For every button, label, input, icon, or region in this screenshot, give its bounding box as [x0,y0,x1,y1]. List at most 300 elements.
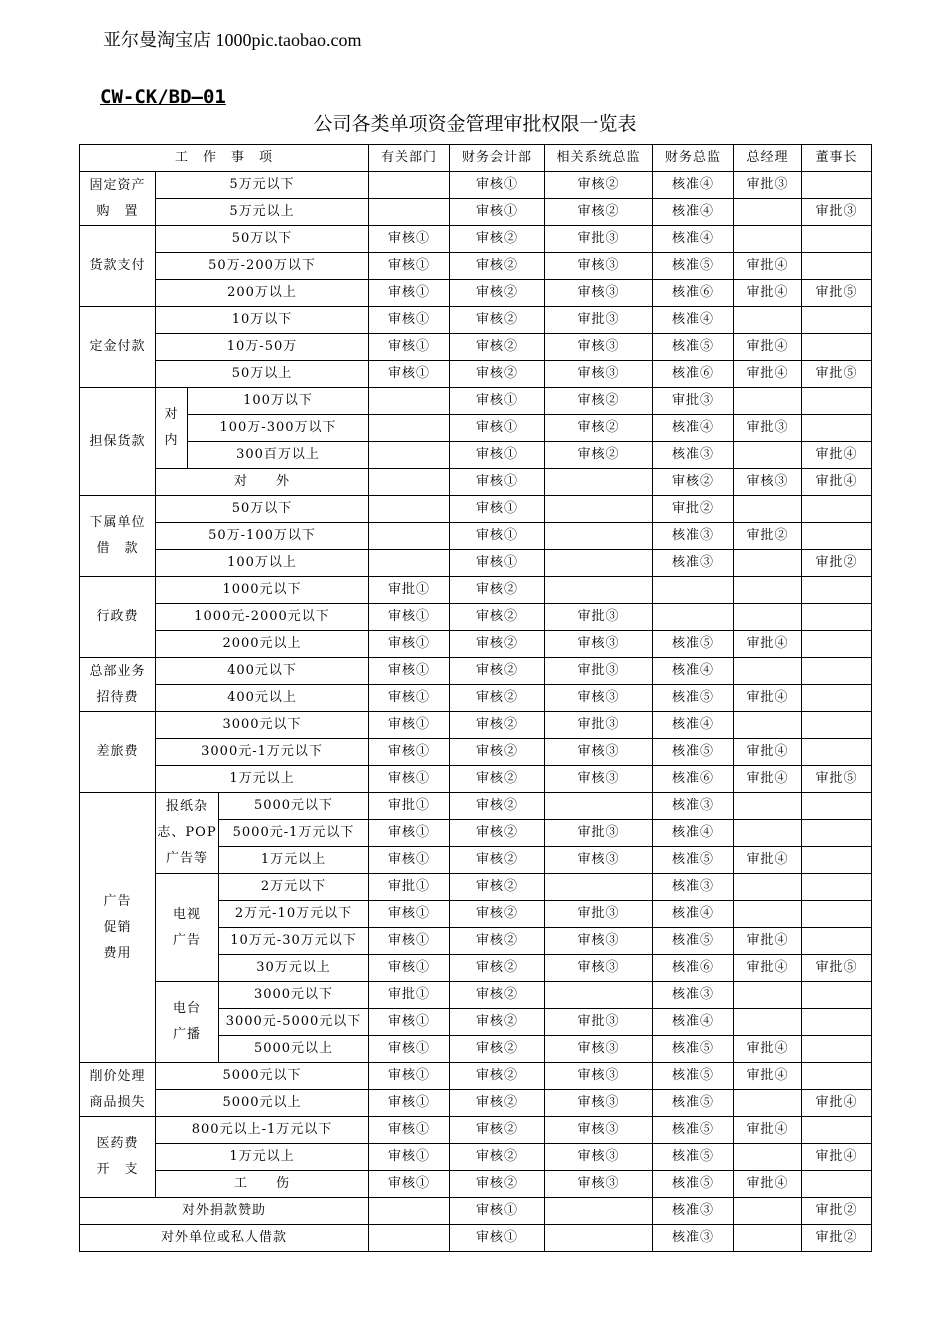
cell-gm: 审批④ [734,334,802,361]
cell-chairman [802,1117,872,1144]
table-row [80,469,872,496]
cell-finance-acct: 审核① [450,1198,545,1225]
table-row [80,550,872,577]
cell-chairman [802,847,872,874]
cell-sys-director: 审核③ [545,1144,653,1171]
cell-gm [734,1198,802,1225]
cell-finance-acct: 审核② [450,847,545,874]
cell-sys-director [545,1225,653,1252]
cell-finance-director: 核准④ [653,415,734,442]
table-row [80,712,872,739]
col-header-gm: 总经理 [734,145,802,172]
item-cell: 1000元以下 [156,577,369,604]
cell-finance-director: 核准⑥ [653,766,734,793]
cell-finance-acct: 审核② [450,307,545,334]
table-row [80,199,872,226]
cell-finance-director: 核准③ [653,1198,734,1225]
cell-dept: 审核① [369,1063,450,1090]
cell-chairman [802,226,872,253]
item-cell: 10万元-30万元以下 [219,928,369,955]
cell-finance-director [653,577,734,604]
cell-finance-director: 审批② [653,496,734,523]
cell-gm [734,820,802,847]
cell-dept: 审批① [369,793,450,820]
item-cell: 对外单位或私人借款 [80,1225,369,1252]
cell-finance-director: 核准④ [653,1009,734,1036]
cell-sys-director: 审核③ [545,1063,653,1090]
item-cell: 800元以上-1万元以下 [156,1117,369,1144]
cell-chairman [802,631,872,658]
col-header-chairman: 董事长 [802,145,872,172]
cell-sys-director [545,469,653,496]
cell-gm [734,307,802,334]
cell-sys-director: 审核③ [545,685,653,712]
cell-sys-director [545,793,653,820]
cell-gm [734,550,802,577]
cell-dept: 审批① [369,874,450,901]
cell-chairman [802,685,872,712]
item-cell: 1万元以上 [219,847,369,874]
item-cell: 100万以上 [156,550,369,577]
category-advertising [80,793,156,1063]
table-row [80,1117,872,1144]
cell-dept: 审核① [369,739,450,766]
cell-dept: 审核① [369,334,450,361]
table-row [80,442,872,469]
table-row [80,1063,872,1090]
cell-finance-acct: 审核② [450,982,545,1009]
cell-finance-director: 核准③ [653,442,734,469]
table-row [80,1144,872,1171]
cell-sys-director [545,577,653,604]
cell-finance-director: 核准③ [653,1225,734,1252]
cell-chairman [802,712,872,739]
table-row [80,1171,872,1198]
cell-chairman: 审批⑤ [802,280,872,307]
cell-finance-acct: 审核② [450,631,545,658]
item-cell: 3000元以下 [156,712,369,739]
approval-table [79,144,872,1252]
cell-chairman: 审批⑤ [802,955,872,982]
table-row [80,172,872,199]
table-row [80,874,872,901]
cell-chairman [802,739,872,766]
cell-sys-director: 审核③ [545,334,653,361]
item-cell: 对 外 [156,469,369,496]
cell-gm [734,901,802,928]
cell-sys-director [545,874,653,901]
cell-dept [369,1225,450,1252]
cell-finance-acct: 审核② [450,793,545,820]
cell-dept [369,172,450,199]
cell-gm [734,793,802,820]
cell-sys-director: 审批③ [545,226,653,253]
cell-finance-acct: 审核② [450,1036,545,1063]
category-admin-fee: 行政费 [80,577,156,658]
cell-finance-director: 核准④ [653,307,734,334]
table-row [80,523,872,550]
cell-gm [734,1225,802,1252]
cell-sys-director [545,1198,653,1225]
table-row [80,1198,872,1225]
category-sub-unit-loan [80,496,156,577]
item-cell: 200万以上 [156,280,369,307]
cell-finance-acct: 审核② [450,604,545,631]
cell-gm: 审批④ [734,685,802,712]
subcategory-tv-ad-line: 电视 [172,906,201,922]
cell-chairman [802,1063,872,1090]
cell-finance-director: 核准③ [653,793,734,820]
cell-chairman [802,874,872,901]
cell-finance-acct: 审核② [450,739,545,766]
cell-sys-director: 审核③ [545,1171,653,1198]
cell-gm [734,604,802,631]
subcategory-tv-ad [156,874,219,982]
item-cell: 400元以上 [156,685,369,712]
cell-gm: 审批④ [734,361,802,388]
item-cell: 工 伤 [156,1171,369,1198]
cell-chairman: 审批⑤ [802,361,872,388]
item-cell: 50万以上 [156,361,369,388]
col-header-dept: 有关部门 [369,145,450,172]
cell-gm [734,1090,802,1117]
col-header-sys-director: 相关系统总监 [545,145,653,172]
table-row [80,766,872,793]
cell-chairman: 审批④ [802,469,872,496]
cell-finance-acct: 审核② [450,955,545,982]
item-cell: 50万以下 [156,496,369,523]
cell-finance-acct: 审核① [450,1225,545,1252]
col-header-finance-acct: 财务会计部 [450,145,545,172]
cell-dept: 审核① [369,901,450,928]
cell-dept: 审核① [369,361,450,388]
cell-gm [734,496,802,523]
category-deposit: 定金付款 [80,307,156,388]
cell-finance-acct: 审核② [450,577,545,604]
cell-sys-director: 审批③ [545,604,653,631]
cell-sys-director: 审批③ [545,901,653,928]
subcategory-radio-ad-line: 广播 [172,1027,201,1042]
header-row [80,145,872,172]
cell-chairman [802,334,872,361]
table-row [80,226,872,253]
cell-finance-acct: 审核① [450,496,545,523]
cell-chairman [802,982,872,1009]
cell-chairman: 审批④ [802,442,872,469]
cell-finance-director: 核准⑤ [653,739,734,766]
item-cell: 100万-300万以下 [188,415,369,442]
table-row [80,685,872,712]
cell-dept [369,1198,450,1225]
cell-finance-director: 核准⑤ [653,1090,734,1117]
cell-gm: 审批④ [734,631,802,658]
cell-finance-acct: 审核② [450,1063,545,1090]
cell-finance-director: 核准④ [653,658,734,685]
cell-dept: 审核① [369,253,450,280]
item-cell: 5000元以上 [219,1036,369,1063]
cell-sys-director: 审核③ [545,847,653,874]
cell-dept: 审核① [369,226,450,253]
table-row [80,361,872,388]
category-sub-unit-loan-line: 借 款 [96,541,139,556]
item-cell: 对外捐款赞助 [80,1198,369,1225]
cell-finance-acct: 审核① [450,388,545,415]
table-row [80,253,872,280]
cell-finance-director: 核准④ [653,226,734,253]
cell-finance-acct: 审核① [450,442,545,469]
cell-dept: 审核① [369,1036,450,1063]
watermark-text: 亚尔曼淘宝店 1000pic.taobao.com [103,30,362,50]
cell-sys-director: 审核③ [545,1117,653,1144]
cell-gm [734,1009,802,1036]
cell-dept: 审核① [369,658,450,685]
category-fixed-asset-line: 固定资产 [89,177,146,193]
cell-finance-acct: 审核① [450,469,545,496]
cell-dept [369,469,450,496]
cell-chairman [802,577,872,604]
cell-dept [369,550,450,577]
cell-chairman [802,793,872,820]
cell-sys-director: 审核② [545,415,653,442]
cell-finance-acct: 审核① [450,199,545,226]
cell-finance-acct: 审核② [450,901,545,928]
cell-sys-director: 审核③ [545,631,653,658]
item-cell: 1万元以上 [156,766,369,793]
subcategory-print-ad-line: 志、POP [157,825,217,840]
category-hq-entertainment [80,658,156,712]
cell-gm: 审批④ [734,253,802,280]
cell-dept [369,523,450,550]
cell-dept: 审核① [369,1144,450,1171]
cell-sys-director [545,982,653,1009]
category-advertising-line: 促销 [103,919,132,935]
table-row [80,982,872,1009]
category-sub-unit-loan-line: 下属单位 [89,515,146,530]
cell-dept: 审核① [369,1009,450,1036]
table-row [80,658,872,685]
cell-chairman [802,388,872,415]
cell-finance-acct: 审核② [450,1117,545,1144]
item-cell: 3000元以下 [219,982,369,1009]
cell-chairman [802,928,872,955]
cell-finance-director: 核准⑤ [653,1036,734,1063]
cell-finance-acct: 审核② [450,361,545,388]
cell-dept: 审核① [369,928,450,955]
category-guarantee: 担保货款 [80,388,156,496]
category-hq-entertainment-line: 招待费 [96,689,139,705]
item-cell: 30万元以上 [219,955,369,982]
category-advertising-line: 费用 [103,945,132,961]
cell-finance-acct: 审核② [450,1009,545,1036]
cell-sys-director: 审核③ [545,739,653,766]
cell-sys-director: 审核③ [545,766,653,793]
cell-sys-director: 审批③ [545,820,653,847]
cell-gm: 审批④ [734,847,802,874]
item-cell: 2万元以下 [219,874,369,901]
cell-dept: 审批① [369,577,450,604]
table-row [80,415,872,442]
cell-finance-acct: 审核② [450,334,545,361]
cell-chairman: 审批④ [802,1090,872,1117]
item-cell: 1万元以上 [156,1144,369,1171]
cell-dept [369,415,450,442]
category-fixed-asset [80,172,156,226]
cell-dept: 审核① [369,631,450,658]
cell-sys-director: 审核③ [545,1090,653,1117]
table-row [80,496,872,523]
cell-finance-director: 核准⑤ [653,685,734,712]
cell-finance-director: 核准④ [653,712,734,739]
cell-finance-acct: 审核② [450,874,545,901]
cell-sys-director: 审核② [545,199,653,226]
category-hq-entertainment-line: 总部业务 [89,663,146,679]
table-row [80,1090,872,1117]
cell-finance-director: 审批③ [653,388,734,415]
cell-sys-director: 审核③ [545,253,653,280]
category-advertising-line: 广告 [103,893,132,909]
item-cell: 400元以下 [156,658,369,685]
cell-gm [734,658,802,685]
cell-gm [734,226,802,253]
cell-finance-director: 审核② [653,469,734,496]
category-medical-line: 医药费 [96,1136,139,1151]
cell-finance-director: 核准⑥ [653,955,734,982]
cell-finance-director: 核准⑤ [653,1063,734,1090]
cell-gm [734,199,802,226]
table-row [80,307,872,334]
item-cell: 10万-50万 [156,334,369,361]
cell-finance-director [653,604,734,631]
cell-finance-director: 核准③ [653,982,734,1009]
cell-dept [369,496,450,523]
cell-finance-acct: 审核② [450,928,545,955]
cell-dept: 审核① [369,955,450,982]
table-row [80,577,872,604]
item-cell: 5000元-1万元以下 [219,820,369,847]
cell-chairman [802,523,872,550]
subcategory-tv-ad-line: 广告 [172,932,201,948]
cell-sys-director: 审核③ [545,280,653,307]
cell-finance-director: 核准④ [653,901,734,928]
subcategory-internal-line: 对 [164,407,179,422]
cell-gm [734,874,802,901]
cell-gm: 审批④ [734,1036,802,1063]
cell-chairman [802,415,872,442]
category-fixed-asset-line: 购 置 [96,203,139,219]
subcategory-internal-line: 内 [164,433,179,448]
category-travel: 差旅费 [80,712,156,793]
cell-sys-director: 审核② [545,172,653,199]
item-cell: 50万以下 [156,226,369,253]
cell-sys-director: 审核② [545,442,653,469]
cell-chairman [802,172,872,199]
cell-gm: 审批④ [734,1063,802,1090]
cell-gm [734,712,802,739]
cell-finance-acct: 审核① [450,550,545,577]
item-cell: 10万以下 [156,307,369,334]
cell-dept: 审核① [369,712,450,739]
category-loan-pay: 货款支付 [80,226,156,307]
item-cell: 50万-200万以下 [156,253,369,280]
item-cell: 100万以下 [188,388,369,415]
col-header-finance-director: 财务总监 [653,145,734,172]
table-row [80,739,872,766]
cell-finance-acct: 审核② [450,1171,545,1198]
cell-finance-acct: 审核② [450,1144,545,1171]
cell-chairman: 审批② [802,1225,872,1252]
cell-finance-director: 核准⑤ [653,1144,734,1171]
cell-finance-director: 核准⑤ [653,253,734,280]
subcategory-internal [156,388,188,469]
cell-sys-director: 审批③ [545,1009,653,1036]
cell-finance-acct: 审核① [450,172,545,199]
cell-sys-director [545,523,653,550]
item-cell: 2000元以上 [156,631,369,658]
cell-dept: 审核① [369,1117,450,1144]
cell-finance-acct: 审核② [450,226,545,253]
cell-gm [734,982,802,1009]
cell-chairman: 审批③ [802,199,872,226]
cell-finance-director: 核准⑤ [653,928,734,955]
cell-finance-director: 核准⑤ [653,334,734,361]
category-markdown-loss-line: 商品损失 [89,1094,146,1110]
item-cell: 5000元以下 [156,1063,369,1090]
cell-chairman: 审批② [802,1198,872,1225]
cell-chairman [802,658,872,685]
cell-dept [369,388,450,415]
cell-finance-director: 核准⑤ [653,1171,734,1198]
cell-chairman [802,604,872,631]
cell-chairman [802,901,872,928]
col-header-work-item: 工 作 事 项 [80,145,369,172]
cell-dept: 审批① [369,982,450,1009]
cell-finance-director: 核准④ [653,199,734,226]
cell-finance-director: 核准③ [653,523,734,550]
table-row [80,631,872,658]
item-cell: 5000元以下 [219,793,369,820]
category-medical [80,1117,156,1198]
cell-dept: 审核① [369,820,450,847]
cell-finance-director: 核准⑥ [653,361,734,388]
cell-finance-acct: 审核② [450,712,545,739]
item-cell: 3000元-5000元以下 [219,1009,369,1036]
item-cell: 2万元-10万元以下 [219,901,369,928]
item-cell: 5万元以上 [156,199,369,226]
table-row [80,388,872,415]
cell-finance-acct: 审核② [450,253,545,280]
category-medical-line: 开 支 [96,1162,139,1177]
item-cell: 3000元-1万元以下 [156,739,369,766]
cell-finance-director: 核准④ [653,172,734,199]
page-title: 公司各类单项资金管理审批权限一览表 [313,113,637,135]
cell-finance-acct: 审核② [450,1090,545,1117]
table-row [80,793,872,820]
cell-gm: 审批④ [734,766,802,793]
item-cell: 1000元-2000元以下 [156,604,369,631]
cell-finance-acct: 审核① [450,415,545,442]
cell-gm: 审批④ [734,928,802,955]
cell-chairman [802,496,872,523]
cell-finance-director: 核准⑤ [653,847,734,874]
table-row [80,604,872,631]
cell-finance-director: 核准⑤ [653,631,734,658]
cell-gm: 审批④ [734,1171,802,1198]
cell-dept: 审核① [369,307,450,334]
cell-dept [369,199,450,226]
cell-dept: 审核① [369,685,450,712]
cell-sys-director: 审批③ [545,307,653,334]
cell-gm: 审核③ [734,469,802,496]
